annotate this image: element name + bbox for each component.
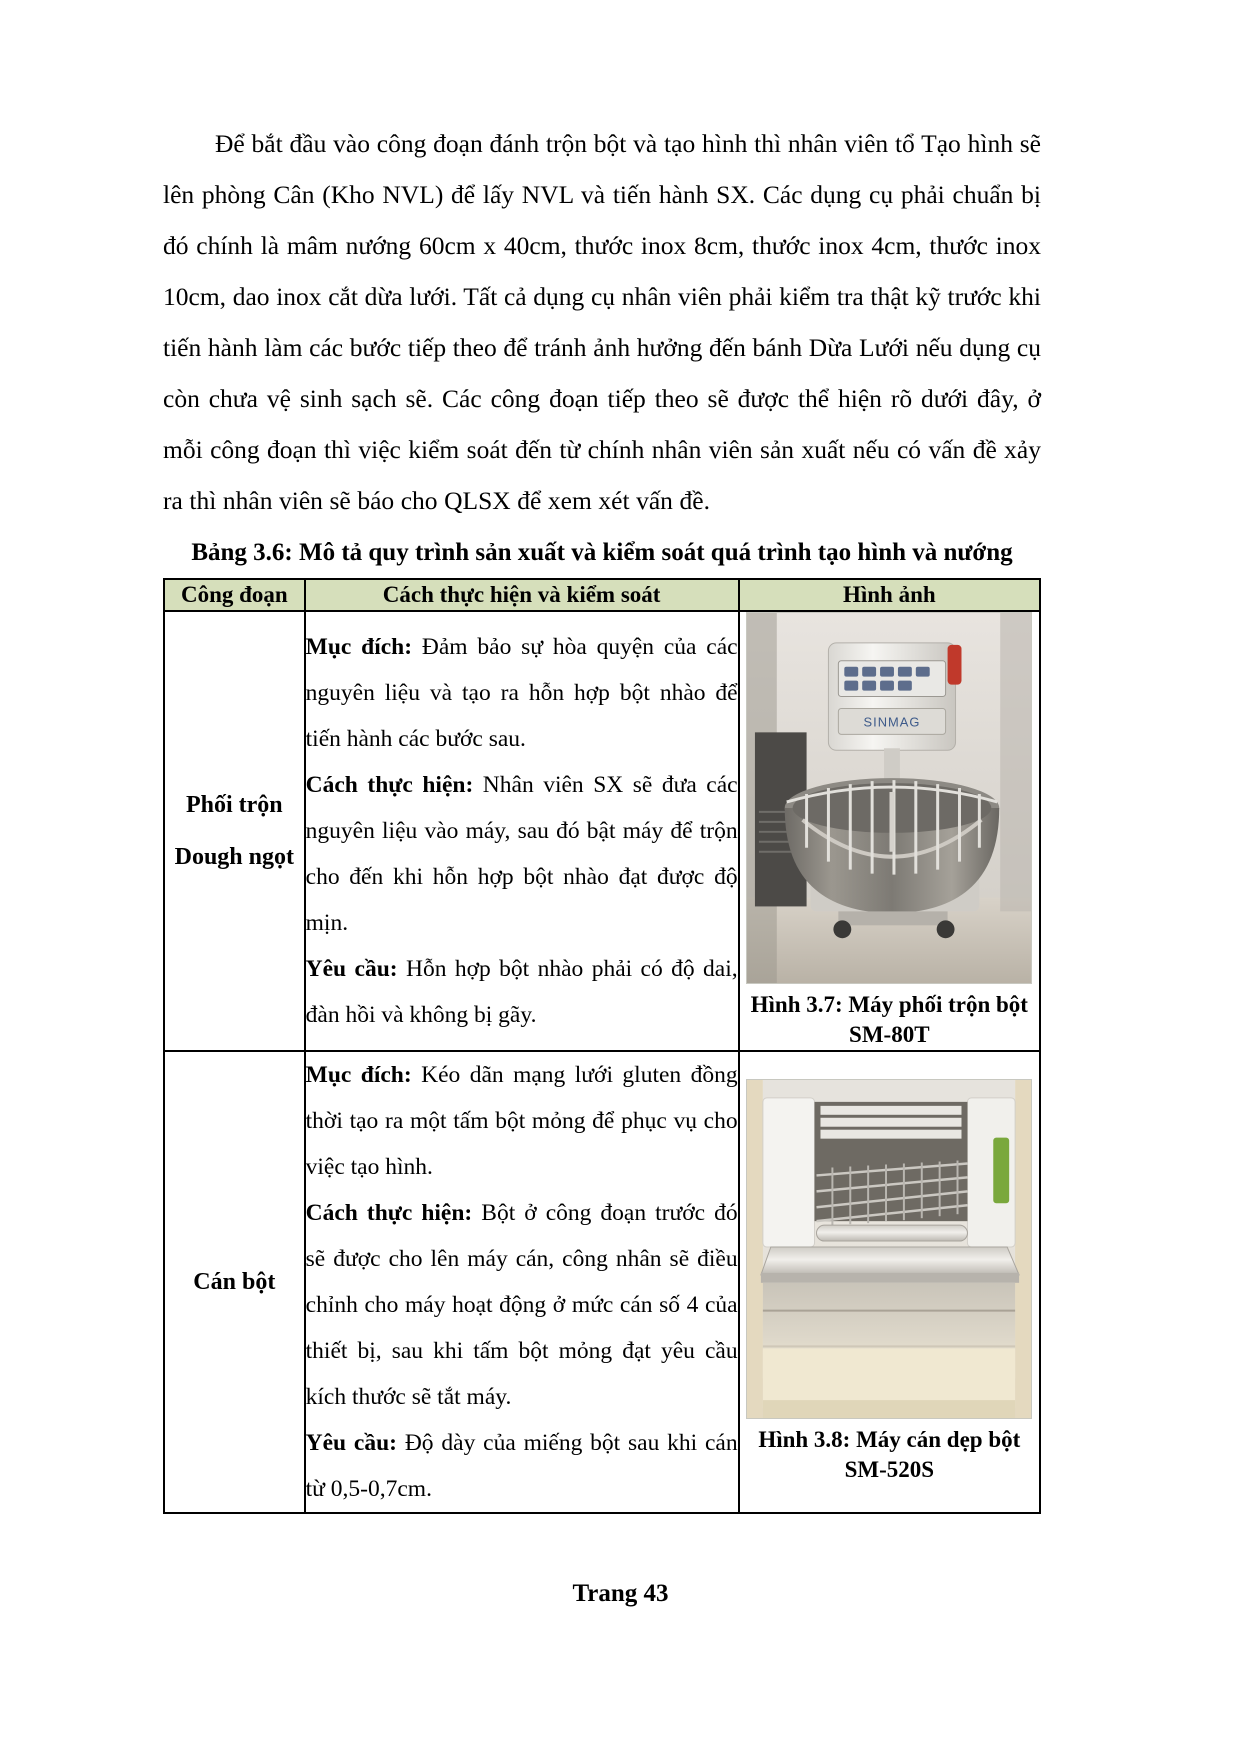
figure-cell: [739, 611, 1040, 1051]
block-label: Mục đích:: [305, 634, 413, 660]
block-text: Độ dày của miếng bột sau khi cán từ 0,5-0,7cm.: [305, 1430, 738, 1502]
table-header: [164, 579, 1040, 611]
description-block: [306, 1052, 738, 1190]
figure-caption: Hình 3.7: Máy phối trộn bột SM-80T: [750, 992, 1028, 1047]
table-row: [164, 611, 1040, 1051]
figure-caption: Hình 3.8: Máy cán dẹp bột SM-520S: [758, 1427, 1021, 1482]
stage-name-cell: Cán bột: [164, 1051, 305, 1513]
svg-text:SINMAG: SINMAG: [863, 714, 921, 730]
block-label: Yêu cầu:: [305, 1430, 398, 1456]
page-content: [163, 118, 1041, 1514]
table-body: [164, 611, 1040, 1513]
intro-paragraph: Để bắt đầu vào công đoạn đánh trộn bột và tạo hình thì nhân viên tổ Tạo hình sẽ lên phòng Cân (Kho NVL) để lấy NVL và tiến hành SX. Các dụng cụ phải chuẩn bị đó chính là mâm nướng 60cm x 40cm, thước inox 8cm, thước inox 4cm, thước inox 10cm, dao inox cắt dừa lưới. Tất cả dụng cụ nhân viên phải kiểm tra thật kỹ trước khi tiến hành làm các bước tiếp theo để tránh ảnh hưởng đến bánh Dừa Lưới nếu dụng cụ còn chưa vệ sinh sạch sẽ. Các công đoạn tiếp theo sẽ được thể hiện rõ dưới đây, ở mỗi công đoạn thì việc kiểm soát đến từ chính nhân viên sản xuất nếu có vấn đề xảy ra thì nhân viên sẽ báo cho QLSX để xem xét vấn đề.: [163, 129, 1041, 515]
block-text: Bột ở công đoạn trước đó sẽ được cho lên máy cán, công nhân sẽ điều chỉnh cho máy hoạt động ở mức cán số 4 của thiết bị, sau khi tấm bột mỏng đạt yêu cầu kích thước sẽ tắt máy.: [305, 1200, 738, 1410]
description-block: [306, 946, 738, 1038]
dough-sheeter-photo: [746, 1079, 1032, 1419]
block-label: Mục đích:: [305, 1062, 412, 1088]
table-header-row: [164, 579, 1040, 611]
block-text: Hỗn hợp bột nhào phải có độ dai, đàn hồi và không bị gãy.: [305, 956, 738, 1028]
description-block: [306, 1190, 738, 1420]
description-block: [306, 762, 738, 946]
page-footer: Trang 43: [572, 1580, 669, 1607]
sheeter-illustration: [747, 1080, 1031, 1418]
block-text: Đảm bảo sự hòa quyện của các nguyên liệu và tạo ra hỗn hợp bột nhào để tiến hành các bước sau.: [305, 634, 738, 752]
column-header-method: Cách thực hiện và kiểm soát: [305, 579, 739, 611]
figure-cell: [739, 1051, 1040, 1513]
mixer-illustration: [747, 613, 1031, 983]
process-table: [163, 578, 1041, 1514]
column-header-image: Hình ảnh: [739, 579, 1040, 611]
method-description-cell: [305, 1051, 739, 1513]
description-block: [306, 624, 738, 762]
table-caption: Bảng 3.6: Mô tả quy trình sản xuất và kiểm soát quá trình tạo hình và nướng: [191, 539, 1013, 566]
spiral-dough-mixer-photo: [746, 612, 1032, 984]
description-block: [306, 1420, 738, 1512]
stage-name-cell: Phối trộn Dough ngọt: [164, 611, 305, 1051]
block-label: Yêu cầu:: [305, 956, 398, 982]
block-label: Cách thực hiện:: [305, 1200, 473, 1226]
block-text: Kéo dãn mạng lưới gluten đồng thời tạo ra một tấm bột mỏng để phục vụ cho việc tạo hình.: [305, 1062, 738, 1180]
column-header-stage: Công đoạn: [164, 579, 305, 611]
table-row: [164, 1051, 1040, 1513]
block-label: Cách thực hiện:: [305, 772, 474, 798]
method-description-cell: [305, 611, 739, 1051]
block-text: Nhân viên SX sẽ đưa các nguyên liệu vào máy, sau đó bật máy để trộn cho đến khi hỗn hợp bột nhào đạt được độ mịn.: [305, 772, 738, 936]
